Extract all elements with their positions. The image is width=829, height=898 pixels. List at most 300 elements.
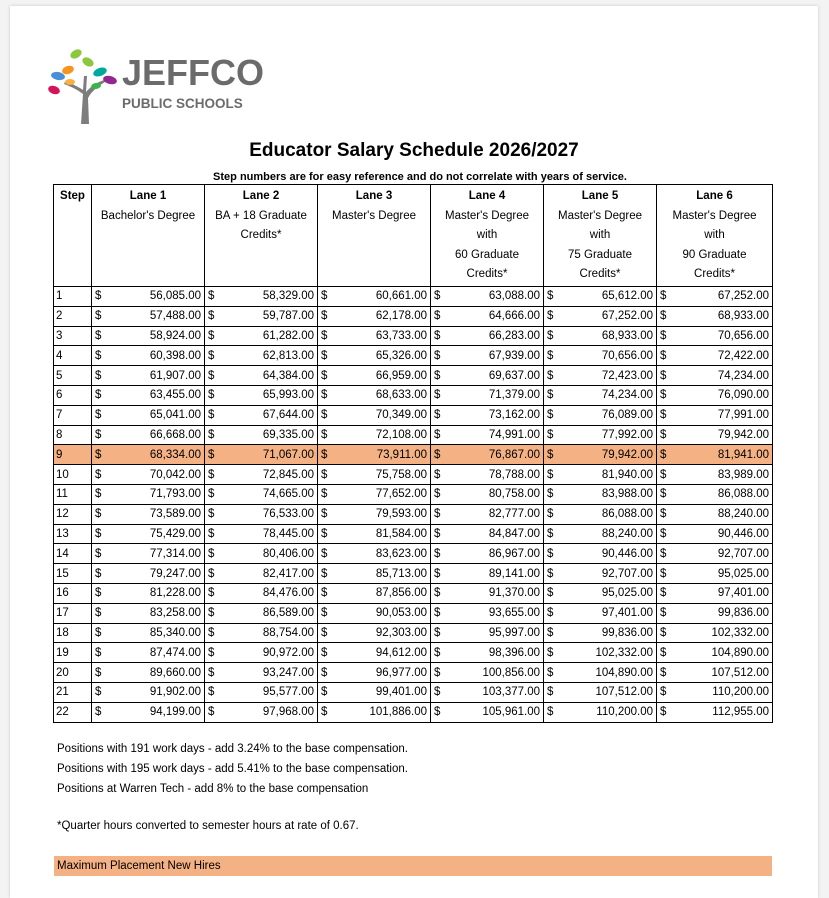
logo-subtitle: PUBLIC SCHOOLS bbox=[122, 96, 243, 111]
currency-symbol: $ bbox=[208, 389, 215, 402]
salary-cell bbox=[544, 425, 657, 445]
salary-amount: 110,200.00 bbox=[596, 706, 653, 719]
currency-symbol: $ bbox=[547, 389, 554, 402]
salary-amount: 77,991.00 bbox=[717, 409, 769, 422]
currency-symbol: $ bbox=[95, 369, 102, 382]
salary-cell bbox=[92, 445, 205, 465]
salary-cell bbox=[92, 287, 205, 307]
table-row bbox=[54, 385, 773, 405]
salary-cell bbox=[318, 663, 431, 683]
step-cell: 9 bbox=[54, 445, 92, 465]
compensation-notes bbox=[57, 739, 408, 799]
currency-symbol: $ bbox=[95, 508, 102, 521]
salary-amount: 74,234.00 bbox=[601, 389, 653, 402]
salary-amount: 72,423.00 bbox=[601, 369, 653, 382]
salary-amount: 96,977.00 bbox=[375, 666, 427, 679]
salary-amount: 58,924.00 bbox=[149, 329, 201, 342]
salary-cell bbox=[657, 306, 773, 326]
table-row bbox=[54, 583, 773, 603]
salary-cell bbox=[431, 306, 544, 326]
salary-cell bbox=[205, 405, 318, 425]
currency-symbol: $ bbox=[434, 448, 441, 461]
salary-amount: 72,108.00 bbox=[375, 428, 427, 441]
salary-cell bbox=[544, 504, 657, 524]
salary-amount: 62,178.00 bbox=[375, 310, 427, 323]
salary-amount: 83,989.00 bbox=[717, 468, 769, 481]
lane-5-header: Lane 5 Master's Degree with 75 Graduate Credits* bbox=[544, 185, 657, 287]
currency-symbol: $ bbox=[434, 527, 441, 540]
currency-symbol: $ bbox=[434, 567, 441, 580]
currency-symbol: $ bbox=[434, 428, 441, 441]
currency-symbol: $ bbox=[434, 409, 441, 422]
salary-amount: 68,334.00 bbox=[149, 448, 201, 461]
salary-amount: 102,332.00 bbox=[711, 626, 769, 639]
currency-symbol: $ bbox=[434, 389, 441, 402]
currency-symbol: $ bbox=[208, 508, 215, 521]
salary-amount: 69,335.00 bbox=[262, 428, 314, 441]
currency-symbol: $ bbox=[660, 607, 667, 620]
salary-amount: 104,890.00 bbox=[711, 646, 769, 659]
salary-amount: 74,991.00 bbox=[488, 428, 540, 441]
salary-cell bbox=[431, 465, 544, 485]
salary-amount: 64,666.00 bbox=[488, 310, 540, 323]
salary-cell bbox=[92, 465, 205, 485]
currency-symbol: $ bbox=[660, 310, 667, 323]
salary-amount: 94,612.00 bbox=[375, 646, 427, 659]
salary-amount: 81,228.00 bbox=[149, 587, 201, 600]
step-cell: 15 bbox=[54, 564, 92, 584]
currency-symbol: $ bbox=[208, 646, 215, 659]
salary-cell bbox=[544, 544, 657, 564]
salary-amount: 90,972.00 bbox=[262, 646, 314, 659]
currency-symbol: $ bbox=[434, 349, 441, 362]
salary-cell bbox=[657, 623, 773, 643]
legend-max-placement: Maximum Placement New Hires bbox=[54, 856, 772, 876]
salary-amount: 78,788.00 bbox=[488, 468, 540, 481]
salary-cell bbox=[92, 484, 205, 504]
table-row bbox=[54, 287, 773, 307]
salary-cell bbox=[544, 564, 657, 584]
salary-amount: 79,247.00 bbox=[149, 567, 201, 580]
step-cell: 16 bbox=[54, 583, 92, 603]
salary-amount: 67,252.00 bbox=[717, 290, 769, 303]
salary-cell bbox=[544, 445, 657, 465]
currency-symbol: $ bbox=[208, 686, 215, 699]
salary-amount: 70,042.00 bbox=[149, 468, 201, 481]
salary-cell bbox=[205, 504, 318, 524]
currency-symbol: $ bbox=[660, 646, 667, 659]
salary-cell bbox=[431, 682, 544, 702]
salary-amount: 81,941.00 bbox=[717, 448, 769, 461]
salary-amount: 97,401.00 bbox=[717, 587, 769, 600]
salary-cell bbox=[92, 405, 205, 425]
step-cell: 11 bbox=[54, 484, 92, 504]
salary-amount: 73,589.00 bbox=[149, 508, 201, 521]
salary-cell bbox=[544, 326, 657, 346]
currency-symbol: $ bbox=[208, 468, 215, 481]
salary-cell bbox=[431, 445, 544, 465]
currency-symbol: $ bbox=[208, 349, 215, 362]
salary-cell bbox=[431, 623, 544, 643]
salary-amount: 64,384.00 bbox=[262, 369, 314, 382]
salary-amount: 66,959.00 bbox=[375, 369, 427, 382]
jeffco-logo bbox=[48, 46, 268, 126]
salary-cell bbox=[431, 524, 544, 544]
salary-amount: 79,942.00 bbox=[601, 448, 653, 461]
step-cell: 8 bbox=[54, 425, 92, 445]
salary-amount: 66,668.00 bbox=[149, 428, 201, 441]
salary-amount: 66,283.00 bbox=[488, 329, 540, 342]
salary-cell bbox=[205, 564, 318, 584]
salary-cell bbox=[657, 425, 773, 445]
salary-schedule-table bbox=[53, 184, 773, 723]
currency-symbol: $ bbox=[321, 547, 328, 560]
salary-amount: 83,623.00 bbox=[375, 547, 427, 560]
currency-symbol: $ bbox=[434, 607, 441, 620]
currency-symbol: $ bbox=[547, 706, 554, 719]
currency-symbol: $ bbox=[434, 706, 441, 719]
salary-amount: 97,401.00 bbox=[601, 607, 653, 620]
salary-cell bbox=[657, 564, 773, 584]
salary-cell bbox=[92, 524, 205, 544]
currency-symbol: $ bbox=[208, 626, 215, 639]
currency-symbol: $ bbox=[95, 329, 102, 342]
currency-symbol: $ bbox=[547, 488, 554, 501]
currency-symbol: $ bbox=[208, 369, 215, 382]
salary-cell bbox=[657, 643, 773, 663]
currency-symbol: $ bbox=[208, 448, 215, 461]
salary-amount: 67,252.00 bbox=[601, 310, 653, 323]
currency-symbol: $ bbox=[547, 508, 554, 521]
salary-cell bbox=[205, 366, 318, 386]
salary-cell bbox=[431, 385, 544, 405]
salary-cell bbox=[318, 425, 431, 445]
currency-symbol: $ bbox=[434, 587, 441, 600]
salary-amount: 75,429.00 bbox=[149, 527, 201, 540]
salary-cell bbox=[431, 643, 544, 663]
salary-cell bbox=[544, 484, 657, 504]
currency-symbol: $ bbox=[547, 409, 554, 422]
currency-symbol: $ bbox=[95, 389, 102, 402]
salary-amount: 74,234.00 bbox=[717, 369, 769, 382]
salary-amount: 80,406.00 bbox=[262, 547, 314, 560]
currency-symbol: $ bbox=[434, 369, 441, 382]
table-row bbox=[54, 366, 773, 386]
salary-amount: 86,967.00 bbox=[488, 547, 540, 560]
salary-cell bbox=[544, 385, 657, 405]
table-row bbox=[54, 564, 773, 584]
currency-symbol: $ bbox=[321, 428, 328, 441]
currency-symbol: $ bbox=[208, 310, 215, 323]
step-cell: 1 bbox=[54, 287, 92, 307]
salary-cell bbox=[318, 603, 431, 623]
currency-symbol: $ bbox=[547, 448, 554, 461]
step-cell: 10 bbox=[54, 465, 92, 485]
salary-cell bbox=[657, 663, 773, 683]
table-row bbox=[54, 465, 773, 485]
currency-symbol: $ bbox=[95, 428, 102, 441]
salary-amount: 63,088.00 bbox=[488, 290, 540, 303]
salary-cell bbox=[92, 663, 205, 683]
step-cell: 6 bbox=[54, 385, 92, 405]
step-header: Step bbox=[54, 185, 92, 287]
salary-amount: 104,890.00 bbox=[595, 666, 653, 679]
salary-amount: 77,314.00 bbox=[149, 547, 201, 560]
salary-cell bbox=[205, 643, 318, 663]
salary-cell bbox=[657, 405, 773, 425]
salary-amount: 58,329.00 bbox=[262, 290, 314, 303]
currency-symbol: $ bbox=[95, 290, 102, 303]
salary-amount: 81,940.00 bbox=[601, 468, 653, 481]
salary-cell bbox=[318, 544, 431, 564]
currency-symbol: $ bbox=[208, 409, 215, 422]
salary-amount: 88,240.00 bbox=[601, 527, 653, 540]
salary-cell bbox=[318, 306, 431, 326]
currency-symbol: $ bbox=[434, 290, 441, 303]
salary-cell bbox=[318, 405, 431, 425]
table-row bbox=[54, 544, 773, 564]
salary-cell bbox=[318, 702, 431, 722]
salary-amount: 91,902.00 bbox=[149, 686, 201, 699]
currency-symbol: $ bbox=[208, 329, 215, 342]
salary-cell bbox=[544, 623, 657, 643]
currency-symbol: $ bbox=[434, 666, 441, 679]
salary-cell bbox=[205, 583, 318, 603]
currency-symbol: $ bbox=[95, 686, 102, 699]
salary-amount: 79,593.00 bbox=[375, 508, 427, 521]
page-subtitle: Step numbers are for easy reference and do not correlate with years of service. bbox=[213, 171, 627, 183]
currency-symbol: $ bbox=[208, 290, 215, 303]
salary-cell bbox=[431, 346, 544, 366]
salary-amount: 88,240.00 bbox=[717, 508, 769, 521]
currency-symbol: $ bbox=[660, 389, 667, 402]
table-row bbox=[54, 603, 773, 623]
currency-symbol: $ bbox=[321, 587, 328, 600]
salary-amount: 63,455.00 bbox=[149, 389, 201, 402]
salary-amount: 110,200.00 bbox=[712, 686, 769, 699]
salary-cell bbox=[92, 346, 205, 366]
salary-amount: 98,396.00 bbox=[488, 646, 540, 659]
salary-amount: 76,090.00 bbox=[717, 389, 769, 402]
salary-cell bbox=[318, 524, 431, 544]
salary-cell bbox=[92, 504, 205, 524]
salary-amount: 90,446.00 bbox=[601, 547, 653, 560]
salary-cell bbox=[657, 287, 773, 307]
salary-amount: 90,446.00 bbox=[717, 527, 769, 540]
currency-symbol: $ bbox=[660, 547, 667, 560]
salary-cell bbox=[544, 682, 657, 702]
currency-symbol: $ bbox=[321, 666, 328, 679]
salary-cell bbox=[92, 544, 205, 564]
currency-symbol: $ bbox=[208, 428, 215, 441]
salary-cell bbox=[205, 623, 318, 643]
table-row bbox=[54, 524, 773, 544]
salary-amount: 68,933.00 bbox=[601, 329, 653, 342]
currency-symbol: $ bbox=[660, 409, 667, 422]
salary-cell bbox=[544, 583, 657, 603]
salary-amount: 86,088.00 bbox=[601, 508, 653, 521]
page-title: Educator Salary Schedule 2026/2027 bbox=[249, 140, 579, 161]
currency-symbol: $ bbox=[321, 646, 328, 659]
salary-cell bbox=[657, 326, 773, 346]
salary-cell bbox=[431, 603, 544, 623]
salary-amount: 89,660.00 bbox=[149, 666, 201, 679]
salary-cell bbox=[657, 524, 773, 544]
salary-cell bbox=[431, 583, 544, 603]
salary-amount: 63,733.00 bbox=[375, 329, 427, 342]
salary-cell bbox=[657, 385, 773, 405]
salary-cell bbox=[431, 425, 544, 445]
footnote: *Quarter hours converted to semester hours at rate of 0.67. bbox=[57, 820, 359, 832]
salary-cell bbox=[544, 603, 657, 623]
salary-cell bbox=[544, 306, 657, 326]
salary-cell bbox=[544, 643, 657, 663]
salary-amount: 78,445.00 bbox=[262, 527, 314, 540]
salary-amount: 100,856.00 bbox=[482, 666, 540, 679]
salary-amount: 84,847.00 bbox=[488, 527, 540, 540]
currency-symbol: $ bbox=[321, 409, 328, 422]
salary-amount: 95,025.00 bbox=[717, 567, 769, 580]
salary-cell bbox=[318, 445, 431, 465]
currency-symbol: $ bbox=[321, 508, 328, 521]
lane-2-header: Lane 2 BA + 18 Graduate Credits* bbox=[205, 185, 318, 287]
salary-cell bbox=[205, 663, 318, 683]
currency-symbol: $ bbox=[547, 686, 554, 699]
table-row bbox=[54, 306, 773, 326]
salary-amount: 68,933.00 bbox=[717, 310, 769, 323]
salary-cell bbox=[657, 583, 773, 603]
step-cell: 19 bbox=[54, 643, 92, 663]
salary-cell bbox=[205, 465, 318, 485]
currency-symbol: $ bbox=[95, 409, 102, 422]
salary-cell bbox=[92, 583, 205, 603]
table-row bbox=[54, 623, 773, 643]
salary-amount: 95,577.00 bbox=[262, 686, 314, 699]
salary-amount: 93,247.00 bbox=[262, 666, 314, 679]
salary-amount: 101,886.00 bbox=[369, 706, 427, 719]
salary-cell bbox=[657, 366, 773, 386]
salary-cell bbox=[205, 346, 318, 366]
salary-cell bbox=[205, 306, 318, 326]
salary-amount: 103,377.00 bbox=[482, 686, 540, 699]
salary-amount: 57,488.00 bbox=[149, 310, 201, 323]
currency-symbol: $ bbox=[547, 310, 554, 323]
table-row bbox=[54, 425, 773, 445]
step-cell: 3 bbox=[54, 326, 92, 346]
currency-symbol: $ bbox=[321, 329, 328, 342]
currency-symbol: $ bbox=[660, 527, 667, 540]
currency-symbol: $ bbox=[321, 626, 328, 639]
salary-cell bbox=[205, 425, 318, 445]
salary-cell bbox=[657, 702, 773, 722]
currency-symbol: $ bbox=[95, 310, 102, 323]
salary-cell bbox=[657, 682, 773, 702]
currency-symbol: $ bbox=[660, 428, 667, 441]
salary-amount: 76,867.00 bbox=[488, 448, 540, 461]
salary-cell bbox=[318, 287, 431, 307]
currency-symbol: $ bbox=[95, 646, 102, 659]
salary-amount: 86,589.00 bbox=[262, 607, 314, 620]
step-cell: 21 bbox=[54, 682, 92, 702]
salary-amount: 99,401.00 bbox=[375, 686, 427, 699]
currency-symbol: $ bbox=[434, 488, 441, 501]
step-cell: 20 bbox=[54, 663, 92, 683]
salary-amount: 61,282.00 bbox=[262, 329, 314, 342]
currency-symbol: $ bbox=[95, 706, 102, 719]
salary-amount: 65,326.00 bbox=[375, 349, 427, 362]
currency-symbol: $ bbox=[95, 349, 102, 362]
salary-cell bbox=[318, 583, 431, 603]
currency-symbol: $ bbox=[660, 448, 667, 461]
currency-symbol: $ bbox=[660, 567, 667, 580]
salary-amount: 69,637.00 bbox=[488, 369, 540, 382]
salary-amount: 71,793.00 bbox=[149, 488, 201, 501]
currency-symbol: $ bbox=[321, 567, 328, 580]
salary-amount: 79,942.00 bbox=[717, 428, 769, 441]
salary-cell bbox=[431, 405, 544, 425]
salary-cell bbox=[92, 682, 205, 702]
salary-cell bbox=[205, 702, 318, 722]
salary-cell bbox=[431, 326, 544, 346]
currency-symbol: $ bbox=[660, 666, 667, 679]
table-row bbox=[54, 643, 773, 663]
salary-amount: 71,067.00 bbox=[262, 448, 314, 461]
step-cell: 18 bbox=[54, 623, 92, 643]
salary-cell bbox=[92, 385, 205, 405]
currency-symbol: $ bbox=[321, 448, 328, 461]
currency-symbol: $ bbox=[95, 666, 102, 679]
salary-amount: 76,533.00 bbox=[262, 508, 314, 521]
salary-amount: 97,968.00 bbox=[262, 706, 314, 719]
salary-amount: 65,993.00 bbox=[262, 389, 314, 402]
currency-symbol: $ bbox=[321, 290, 328, 303]
currency-symbol: $ bbox=[95, 626, 102, 639]
salary-cell bbox=[431, 564, 544, 584]
salary-cell bbox=[318, 385, 431, 405]
currency-symbol: $ bbox=[321, 310, 328, 323]
salary-cell bbox=[205, 445, 318, 465]
salary-cell bbox=[92, 326, 205, 346]
salary-cell bbox=[92, 306, 205, 326]
salary-amount: 83,988.00 bbox=[601, 488, 653, 501]
salary-amount: 92,303.00 bbox=[375, 626, 427, 639]
salary-amount: 107,512.00 bbox=[595, 686, 653, 699]
currency-symbol: $ bbox=[547, 567, 554, 580]
salary-amount: 67,939.00 bbox=[488, 349, 540, 362]
currency-symbol: $ bbox=[208, 527, 215, 540]
salary-cell bbox=[544, 405, 657, 425]
logo-wordmark: JEFFCO bbox=[122, 52, 265, 93]
currency-symbol: $ bbox=[660, 626, 667, 639]
salary-amount: 65,612.00 bbox=[601, 290, 653, 303]
salary-amount: 81,584.00 bbox=[375, 527, 427, 540]
currency-symbol: $ bbox=[660, 369, 667, 382]
salary-amount: 73,162.00 bbox=[488, 409, 540, 422]
currency-symbol: $ bbox=[321, 607, 328, 620]
salary-cell bbox=[431, 663, 544, 683]
note-191-days: Positions with 191 work days - add 3.24% to the base compensation. bbox=[57, 743, 408, 755]
salary-amount: 56,085.00 bbox=[149, 290, 201, 303]
currency-symbol: $ bbox=[321, 349, 328, 362]
currency-symbol: $ bbox=[660, 329, 667, 342]
currency-symbol: $ bbox=[660, 508, 667, 521]
salary-amount: 87,856.00 bbox=[375, 587, 427, 600]
currency-symbol: $ bbox=[321, 488, 328, 501]
salary-amount: 92,707.00 bbox=[601, 567, 653, 580]
salary-cell bbox=[431, 287, 544, 307]
salary-cell bbox=[92, 603, 205, 623]
salary-cell bbox=[431, 504, 544, 524]
